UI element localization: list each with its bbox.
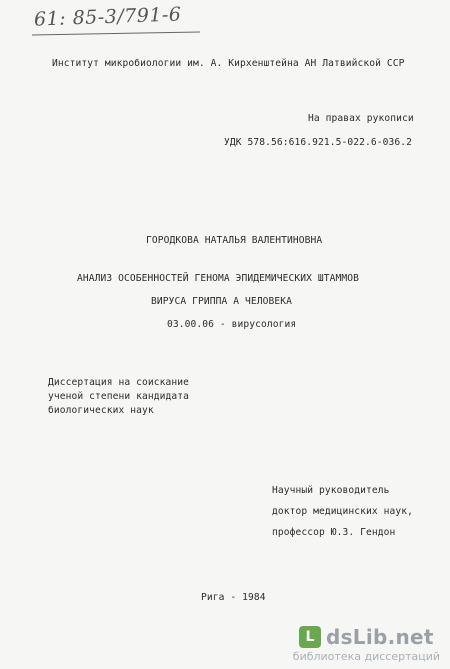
dslib-watermark	[293, 625, 440, 663]
author-name: ГОРОДКОВА НАТАЛЬЯ ВАЛЕНТИНОВНА	[146, 235, 323, 246]
watermark-subtitle: библиотека диссертаций	[292, 650, 440, 663]
rights-notice: На правах рукописи	[308, 113, 414, 124]
degree-line-1: Диссертация на соискание	[48, 377, 190, 388]
handwritten-archive-code: 61: 85-3/791-6	[33, 3, 182, 31]
udk-code: УДК 578.56:616.921.5-022.6-036.2	[224, 137, 413, 148]
supervisor-line-2: доктор медицинских наук,	[272, 506, 414, 517]
specialty-code: 03.00.06 - вирусология	[167, 319, 297, 330]
dissertation-title-line-2: ВИРУСА ГРИППА А ЧЕЛОВЕКА	[151, 296, 293, 307]
degree-line-2: ученой степени кандидата	[48, 391, 190, 402]
dissertation-title-line-1: АНАЛИЗ ОСОБЕННОСТЕЙ ГЕНОМА ЭПИДЕМИЧЕСКИХ ШТАММОВ	[77, 273, 360, 284]
institute-line: Институт микробиологии им. А. Кирхенштейна АН Латвийской ССР	[52, 58, 405, 69]
dslib-logo-icon: L	[299, 626, 321, 648]
handwritten-underline	[32, 32, 200, 36]
watermark-name: dsLib.net	[325, 625, 434, 649]
watermark-logo	[293, 625, 440, 649]
place-and-year: Рига - 1984	[201, 592, 266, 603]
supervisor-line-1: Научный руководитель	[272, 485, 390, 496]
supervisor-line-3: профессор Ю.З. Гендон	[272, 527, 396, 538]
degree-line-3: биологических наук	[48, 405, 154, 416]
